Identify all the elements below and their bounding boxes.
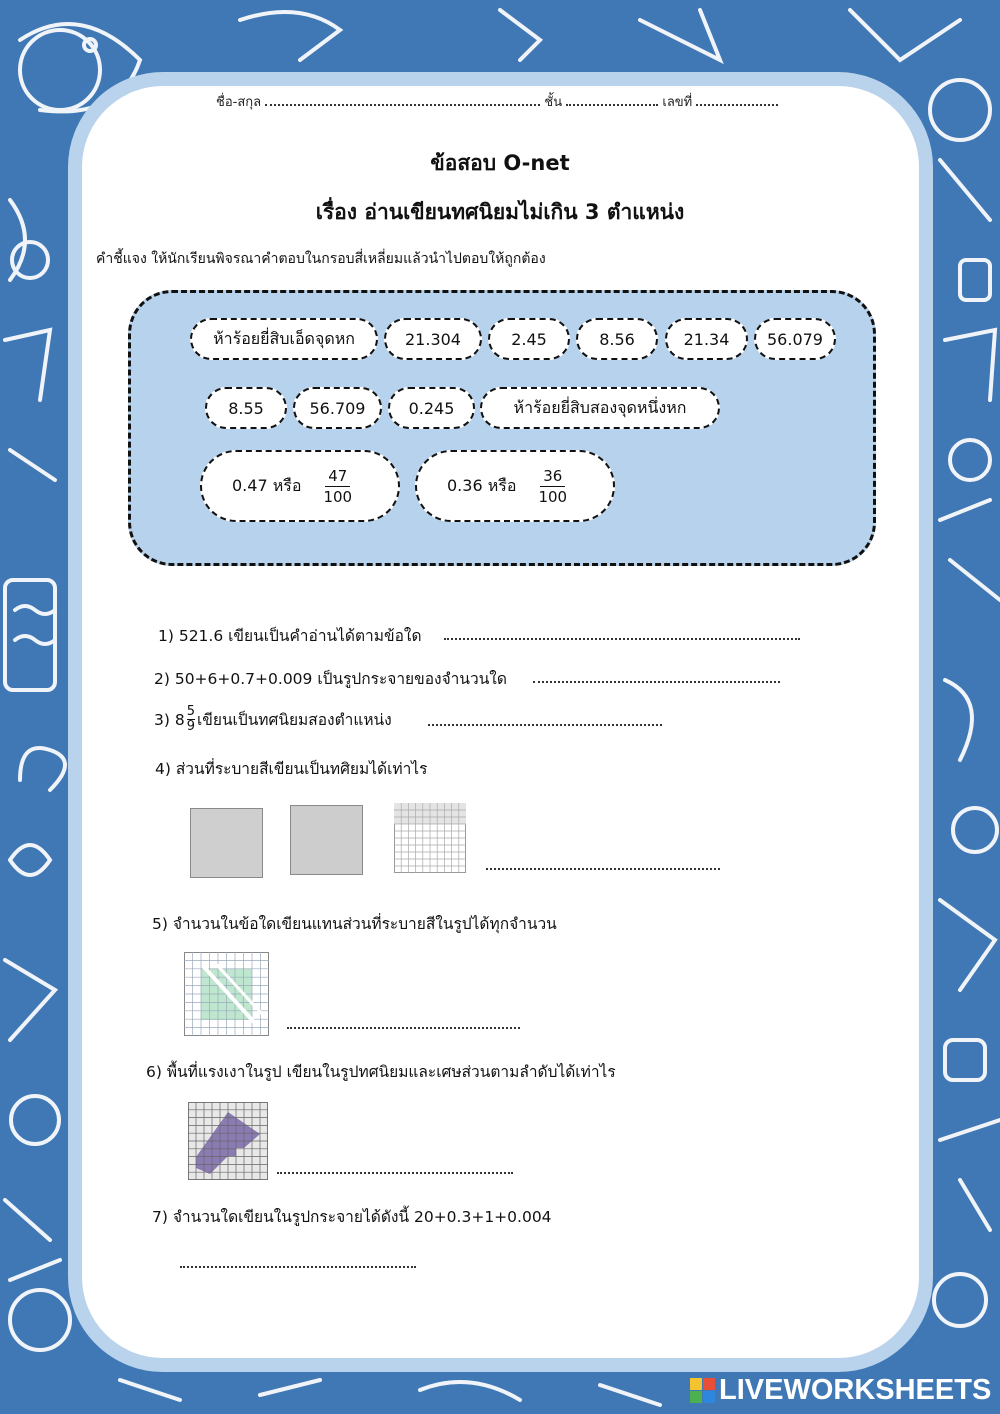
- q3-fraction: [187, 705, 195, 734]
- or-word: หรือ: [487, 475, 517, 495]
- numerator: 36: [540, 466, 565, 487]
- answer-chip[interactable]: ห้าร้อยยี่สิบเอ็ดจุดหก: [190, 318, 378, 360]
- q3-denominator: 9: [186, 719, 195, 734]
- answer-field-2[interactable]: [533, 681, 780, 683]
- answer-field-5[interactable]: [287, 1027, 520, 1029]
- answer-chip[interactable]: 0.245: [388, 387, 475, 429]
- fraction: [323, 466, 352, 507]
- fraction-decimal-text: [447, 474, 516, 499]
- answer-field-1[interactable]: [444, 638, 800, 640]
- answer-field-4[interactable]: [486, 868, 720, 870]
- q3-numerator: 5: [186, 704, 195, 719]
- denominator: 100: [538, 487, 568, 506]
- q3-whole: 3) 8: [154, 710, 185, 729]
- q3-text: เขียนเป็นทศนิยมสองตำแหน่ง: [196, 711, 392, 729]
- name-label: ชื่อ-สกุล: [216, 95, 262, 110]
- liveworksheets-logo: [690, 1372, 991, 1408]
- answer-chip[interactable]: 21.304: [384, 318, 482, 360]
- hundred-grid-purple: [188, 1102, 268, 1180]
- question-6: 6) พื้นที่แรงเงาในรูป เขียนในรูปทศนิยมและเศษส่วนตามลำดับได้เท่าไร: [146, 1063, 616, 1081]
- number-field[interactable]: [696, 90, 778, 106]
- question-2: 2) 50+6+0.7+0.009 เป็นรูปกระจายของจำนวนใด: [154, 670, 507, 688]
- instructions-text: คำชี้แจง ให้นักเรียนพิจรณาคำตอบในกรอบสี่เหลี่ยมแล้วนำไปตอบให้ถูกต้อง: [96, 251, 546, 267]
- page-subtitle: เรื่อง อ่านเขียนทศนิยมไม่เกิน 3 ตำแหน่ง: [315, 200, 685, 224]
- answer-chip[interactable]: 21.34: [665, 318, 748, 360]
- question-5: 5) จำนวนในข้อใดเขียนแทนส่วนที่ระบายสีในรูปได้ทุกจำนวน: [152, 915, 557, 933]
- hundred-grid-green: [184, 952, 269, 1036]
- question-1: 1) 521.6 เขียนเป็นคำอ่านได้ตามข้อใด: [158, 627, 422, 645]
- answer-chip[interactable]: 8.55: [205, 387, 287, 429]
- denominator: 100: [323, 487, 353, 506]
- class-field[interactable]: [566, 90, 658, 106]
- answer-chip-fraction[interactable]: [415, 450, 615, 522]
- hundred-grid-partial: [394, 803, 466, 873]
- answer-field-7[interactable]: [180, 1266, 416, 1268]
- decimal-value: 0.47: [232, 475, 268, 495]
- fraction-decimal-text: [232, 474, 301, 499]
- question-4: 4) ส่วนที่ระบายสีเขียนเป็นทศิยมได้เท่าไร: [155, 760, 428, 778]
- answer-chip[interactable]: ห้าร้อยยี่สิบสองจุดหนึ่งหก: [480, 387, 720, 429]
- logo-text: LIVEWORKSHEETS: [719, 1373, 992, 1406]
- number-label: เลขที่: [662, 95, 693, 110]
- answer-chip[interactable]: 56.079: [754, 318, 836, 360]
- answer-field-3[interactable]: [428, 724, 662, 726]
- answer-chip[interactable]: 2.45: [488, 318, 570, 360]
- shaded-square-full-2: [290, 805, 363, 875]
- fraction: [538, 466, 567, 507]
- question-3: [154, 705, 392, 734]
- question-7: 7) จำนวนใดเขียนในรูปกระจายได้ดังนี้ 20+0.3+1+0.004: [152, 1208, 552, 1226]
- answer-chip-fraction[interactable]: [200, 450, 400, 522]
- decimal-value: 0.36: [447, 475, 483, 495]
- shaded-square-full-1: [190, 808, 263, 878]
- name-field[interactable]: [265, 90, 540, 106]
- answer-field-6[interactable]: [277, 1172, 513, 1174]
- or-word: หรือ: [272, 475, 302, 495]
- logo-mark-icon: [690, 1378, 715, 1403]
- page-title: ข้อสอบ O-net: [430, 151, 570, 175]
- class-label: ชั้น: [544, 95, 563, 110]
- numerator: 47: [325, 466, 350, 487]
- answer-chip[interactable]: 8.56: [576, 318, 658, 360]
- student-info-line: [216, 90, 778, 112]
- answer-chip[interactable]: 56.709: [293, 387, 382, 429]
